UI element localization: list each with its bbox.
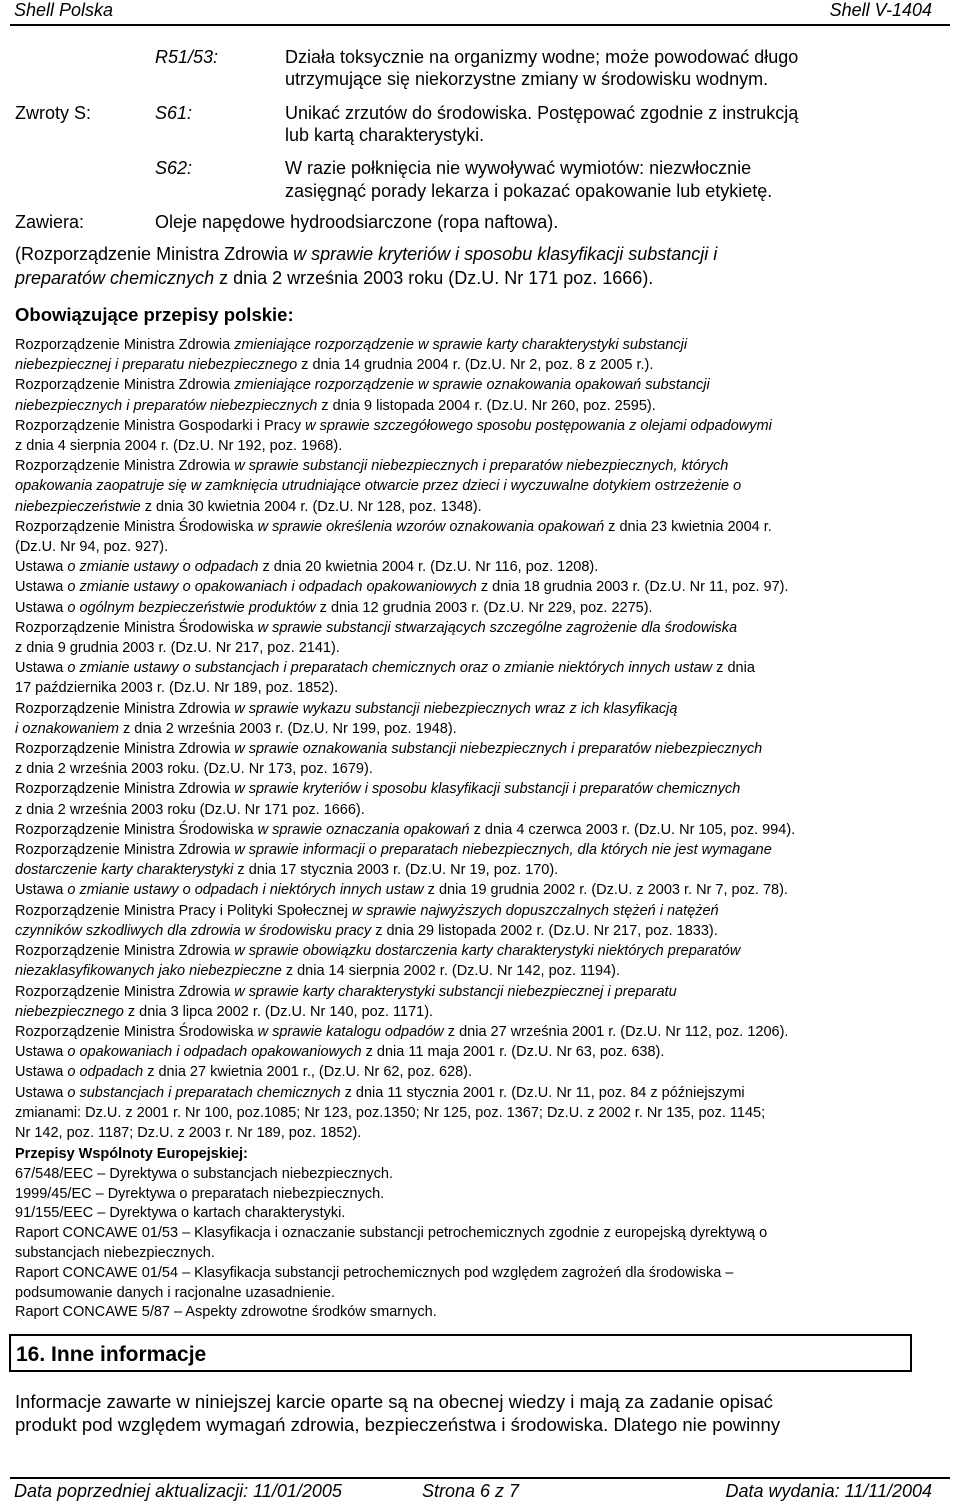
eu-regulation-line: Raport CONCAWE 5/87 – Aspekty zdrowotne środków smarnych. <box>15 1304 437 1321</box>
regulation-title: o zmianie ustawy o substancjach i preparatach chemicznych oraz o zmianie niektórych innych ustaw <box>67 660 713 677</box>
regulation-text: Rozporządzenie Ministra Zdrowia <box>15 458 235 475</box>
eu-regulation-line: Raport CONCAWE 01/53 – Klasyfikacja i oznaczanie substancji petrochemicznych zgodnie z europejską dyrektywą o <box>15 1225 768 1242</box>
footer-page-number: Strona 6 z 7 <box>422 1481 520 1501</box>
other-information-line: Informacje zawarte w niniejszej karcie oparte są na obecnej wiedzy i mają za zadanie opisać <box>15 1391 773 1412</box>
header-rule <box>10 24 950 26</box>
regulation-title: o opakowaniach i odpadach opakowaniowych <box>67 1044 362 1061</box>
regulation-text: 17 października 2003 r. (Dz.U. Nr 189, poz. 1852). <box>15 680 339 697</box>
regulation-line <box>15 1002 955 1022</box>
s61-text-line1: Unikać zrzutów do środowiska. Postępować zgodnie z instrukcją <box>285 103 799 123</box>
reg-title: w sprawie kryteriów i sposobu klasyfikacji substancji i <box>293 244 718 264</box>
regulation-line <box>15 497 955 517</box>
regulation-line <box>15 355 955 375</box>
polish-regulations-list <box>15 335 955 1143</box>
regulation-line <box>15 436 955 456</box>
regulation-text: z dnia 29 listopada 2002 r. (Dz.U. Nr 217, poz. 1833). <box>371 922 718 939</box>
regulation-title: niebezpiecznej i preparatu niebezpiecznego <box>15 357 298 374</box>
regulation-line <box>15 537 955 557</box>
eu-regulation-line: podsumowanie danych i racjonalne uzasadnienie. <box>15 1284 336 1301</box>
regulation-line <box>15 961 955 981</box>
regulation-text: Ustawa <box>15 599 68 616</box>
regulation-line <box>15 719 955 739</box>
section-16-title: 16. Inne informacje <box>16 1343 207 1366</box>
regulation-line <box>15 800 955 820</box>
r-phrase-text-line1: Działa toksycznie na organizmy wodne; może powodować długo <box>285 47 799 67</box>
regulation-text: z dnia 9 grudnia 2003 r. (Dz.U. Nr 217, poz. 2141). <box>15 640 340 657</box>
regulation-text: z dnia 23 kwietnia 2004 r. <box>604 518 772 535</box>
regulation-text: zmianami: Dz.U. z 2001 r. Nr 100, poz.1085; Nr 123, poz.1350; Nr 125, poz. 1367; Dz.U. z 2002 r. Nr 135, poz. 1145; <box>15 1104 766 1121</box>
regulation-line <box>15 759 955 779</box>
regulation-line <box>15 941 955 961</box>
regulation-text: z dnia 14 sierpnia 2002 r. (Dz.U. Nr 142, poz. 1194). <box>281 963 621 980</box>
r-phrase-code: R51/53: <box>155 47 219 67</box>
regulation-line <box>15 860 955 880</box>
regulation-line <box>15 375 955 395</box>
regulation-line <box>15 1083 955 1103</box>
regulation-line <box>15 658 955 678</box>
regulation-title: w sprawie szczegółowego sposobu postępowania z olejami odpadowymi <box>305 417 772 434</box>
regulation-text: z dnia 20 kwietnia 2004 r. (Dz.U. Nr 116, poz. 1208). <box>258 559 599 576</box>
eu-regulation-line: 1999/45/EC – Dyrektywa o preparatach niebezpiecznych. <box>15 1185 385 1202</box>
regulation-line <box>15 699 955 719</box>
regulation-title: w sprawie substancji niebezpiecznych i preparatów niebezpiecznych, których <box>234 458 729 475</box>
regulation-line <box>15 1022 955 1042</box>
regulation-text: z dnia <box>712 660 755 677</box>
regulation-text: Ustawa <box>15 882 68 899</box>
regulation-text: Rozporządzenie Ministra Gospodarki i Pracy <box>15 417 306 434</box>
regulation-title: w sprawie informacji o preparatach niebezpiecznych, dla których nie jest wymagane <box>234 842 772 859</box>
regulation-line <box>15 557 955 577</box>
r-phrase-text-line2: utrzymujące się niekorzystne zmiany w środowisku wodnym. <box>285 69 769 89</box>
eu-regulation-line: 67/548/EEC – Dyrektywa o substancjach niebezpiecznych. <box>15 1165 394 1182</box>
regulation-title: o zmianie ustawy o odpadach <box>67 559 259 576</box>
regulation-line <box>15 678 955 698</box>
eu-regulation-line: substancjach niebezpiecznych. <box>15 1244 215 1261</box>
regulation-line <box>15 901 955 921</box>
reg-text: z dnia 2 września 2003 roku (Dz.U. Nr 171 poz. 1666). <box>214 268 654 288</box>
regulation-text: z dnia 2 września 2003 roku. (Dz.U. Nr 173, poz. 1679). <box>15 761 373 778</box>
eu-regulation-line: 91/155/EEC – Dyrektywa o kartach charakterystyki. <box>15 1205 346 1222</box>
regulation-text: Nr 142, poz. 1187; Dz.U. z 2003 r. Nr 189, poz. 1852). <box>15 1124 362 1141</box>
regulation-title: o zmianie ustawy o odpadach i niektórych innych ustaw <box>67 882 424 899</box>
s-phrases-label: Zwroty S: <box>15 103 92 123</box>
regulation-text: z dnia 2 września 2003 roku (Dz.U. Nr 171 poz. 1666). <box>15 801 365 818</box>
regulation-text: z dnia 27 września 2001 r. (Dz.U. Nr 112, poz. 1206). <box>443 1023 789 1040</box>
regulation-text: Rozporządzenie Ministra Zdrowia <box>15 943 235 960</box>
regulation-text: Ustawa <box>15 559 68 576</box>
s61-text-line2: lub kartą charakterystyki. <box>285 125 485 145</box>
regulation-title: w sprawie katalogu odpadów <box>257 1023 444 1040</box>
regulation-text: Ustawa <box>15 1064 68 1081</box>
regulation-line <box>15 638 955 658</box>
other-information-line: produkt pod względem wymagań zdrowia, bezpieczeństwa i środowiska. Dlatego nie powinny <box>15 1413 781 1435</box>
regulation-text: z dnia 3 lipca 2002 r. (Dz.U. Nr 140, poz. 1171). <box>123 1003 434 1020</box>
regulation-line <box>15 1103 955 1123</box>
regulation-text: Rozporządzenie Ministra Zdrowia <box>15 700 235 717</box>
regulation-text: Ustawa <box>15 579 68 596</box>
s62-text-line2: zasięgnąć porady lekarza i pokazać opakowanie lub etykietę. <box>285 181 773 201</box>
regulation-title: w sprawie kryteriów i sposobu klasyfikacji substancji i preparatów chemicznych <box>234 781 741 798</box>
regulation-text: Rozporządzenie Ministra Środowiska <box>15 518 258 535</box>
regulation-line <box>15 1062 955 1082</box>
classification-reference-line1 <box>15 243 717 265</box>
regulation-line <box>15 779 955 799</box>
contains-label: Zawiera: <box>15 212 85 232</box>
contains-value: Oleje napędowe hydroodsiarczone (ropa naftowa). <box>155 212 559 232</box>
regulation-title: opakowania zaopatruje się w zamknięcia utrudniające otwarcie przez dzieci i wyczuwalne dotykiem ostrzeżenie o <box>15 478 742 495</box>
regulation-line <box>15 1042 955 1062</box>
regulation-title: niezaklasyfikowanych jako niebezpieczne <box>15 963 282 980</box>
regulation-text: z dnia 17 stycznia 2003 r. (Dz.U. Nr 19, poz. 170). <box>233 862 559 879</box>
s62-text-line1: W razie połknięcia nie wywoływać wymiotów: niezwłocznie <box>285 158 752 178</box>
reg-text: (Rozporządzenie Ministra Zdrowia <box>15 244 294 264</box>
regulation-line <box>15 335 955 355</box>
regulation-text: z dnia 2 września 2003 r. (Dz.U. Nr 199, poz. 1948). <box>118 720 457 737</box>
regulation-line <box>15 618 955 638</box>
regulation-text: Ustawa <box>15 1084 68 1101</box>
regulation-line <box>15 880 955 900</box>
regulation-title: w sprawie substancji stwarzających szczególne zagrożenie dla środowiska <box>257 619 738 636</box>
header-company: Shell Polska <box>14 0 114 20</box>
polish-regulations-heading: Obowiązujące przepisy polskie: <box>15 304 294 325</box>
regulation-title: dostarczenie karty charakterystyki <box>15 862 234 879</box>
regulation-line <box>15 921 955 941</box>
regulation-text: z dnia 12 grudnia 2003 r. (Dz.U. Nr 229, poz. 2275). <box>315 599 653 616</box>
regulation-text: Rozporządzenie Ministra Zdrowia <box>15 377 235 394</box>
regulation-text: Rozporządzenie Ministra Zdrowia <box>15 741 235 758</box>
classification-reference-line2 <box>15 267 653 289</box>
regulation-title: czynników szkodliwych dla zdrowia w środowisku pracy <box>15 922 372 939</box>
eu-regulations-heading: Przepisy Wspólnoty Europejskiej: <box>15 1146 248 1162</box>
regulation-text: z dnia 4 sierpnia 2004 r. (Dz.U. Nr 192, poz. 1968). <box>15 438 343 455</box>
regulation-line <box>15 476 955 496</box>
reg-title: preparatów chemicznych <box>15 268 215 288</box>
regulation-title: o ogólnym bezpieczeństwie produktów <box>67 599 316 616</box>
regulation-text: z dnia 27 kwietnia 2001 r., (Dz.U. Nr 62, poz. 628). <box>143 1064 473 1081</box>
footer-issue-date: Data wydania: 11/11/2004 <box>725 1481 932 1501</box>
other-information <box>15 1391 950 1436</box>
regulation-line <box>15 982 955 1002</box>
regulation-text: z dnia 11 maja 2001 r. (Dz.U. Nr 63, poz. 638). <box>361 1044 665 1061</box>
regulation-text: z dnia 18 grudnia 2003 r. (Dz.U. Nr 11, poz. 97). <box>476 579 789 596</box>
regulation-text: z dnia 14 grudnia 2004 r. (Dz.U. Nr 2, poz. 8 z 2005 r.). <box>297 357 654 374</box>
regulation-title: w sprawie najwyższych dopuszczalnych stężeń i natężeń <box>351 902 719 919</box>
regulation-title: w sprawie oznaczania opakowań <box>257 821 470 838</box>
regulation-title: niebezpiecznego <box>15 1003 124 1020</box>
regulation-line <box>15 1123 955 1143</box>
header-document-id: Shell V-1404 <box>829 0 932 20</box>
regulation-text: Rozporządzenie Ministra Zdrowia <box>15 781 235 798</box>
regulation-text: Ustawa <box>15 660 68 677</box>
regulation-line <box>15 598 955 618</box>
regulation-text: Rozporządzenie Ministra Pracy i Polityki Społecznej <box>15 902 352 919</box>
regulation-text: z dnia 30 kwietnia 2004 r. (Dz.U. Nr 128, poz. 1348). <box>140 498 482 515</box>
regulation-text: (Dz.U. Nr 94, poz. 927). <box>15 539 169 556</box>
regulation-title: o odpadach <box>67 1064 144 1081</box>
regulation-title: w sprawie oznakowania substancji niebezpiecznych i preparatów niebezpiecznych <box>234 741 763 758</box>
regulation-text: z dnia 19 grudnia 2002 r. (Dz.U. z 2003 r. Nr 7, poz. 78). <box>423 882 788 899</box>
s61-code: S61: <box>155 103 193 123</box>
eu-regulations <box>15 1145 955 1323</box>
regulation-title: niebezpieczeństwie <box>15 498 141 515</box>
regulation-title: zmieniające rozporządzenie w sprawie oznakowania opakowań substancji <box>234 377 710 394</box>
regulation-text: Rozporządzenie Ministra Środowiska <box>15 619 258 636</box>
regulation-text: Rozporządzenie Ministra Zdrowia <box>15 842 235 859</box>
regulation-line <box>15 456 955 476</box>
regulation-title: i oznakowaniem <box>15 720 119 737</box>
regulation-title: zmieniające rozporządzenie w sprawie karty charakterystyki substancji <box>234 337 688 353</box>
regulation-line <box>15 517 955 537</box>
regulation-line <box>15 820 955 840</box>
regulation-text: Rozporządzenie Ministra Środowiska <box>15 821 258 838</box>
regulation-title: niebezpiecznych i preparatów niebezpiecznych <box>15 397 318 414</box>
regulation-line <box>15 840 955 860</box>
regulation-text: z dnia 9 listopada 2004 r. (Dz.U. Nr 260, poz. 2595). <box>317 397 656 414</box>
regulation-title: w sprawie obowiązku dostarczenia karty charakterystyki niektórych preparatów <box>234 943 741 960</box>
regulation-title: w sprawie określenia wzorów oznakowania opakowań <box>257 518 605 535</box>
regulation-title: o zmianie ustawy o opakowaniach i odpadach opakowaniowych <box>67 579 477 596</box>
regulation-line <box>15 396 955 416</box>
eu-regulation-line: Raport CONCAWE 01/54 – Klasyfikacja substancji petrochemicznych pod względem zagrożeń dla środowiska – <box>15 1264 734 1281</box>
regulation-text: z dnia 11 stycznia 2001 r. (Dz.U. Nr 11, poz. 84 z późniejszymi <box>340 1084 745 1101</box>
regulation-line <box>15 739 955 759</box>
regulation-text: z dnia 4 czerwca 2003 r. (Dz.U. Nr 105, poz. 994). <box>469 821 796 838</box>
section-16-header <box>9 1334 912 1372</box>
footer-rule <box>10 1477 950 1479</box>
s62-code: S62: <box>155 158 193 178</box>
regulation-title: w sprawie karty charakterystyki substancji niebezpiecznej i preparatu <box>234 983 677 1000</box>
regulation-text: Rozporządzenie Ministra Zdrowia <box>15 337 235 353</box>
regulation-line <box>15 416 955 436</box>
regulation-text: Rozporządzenie Ministra Zdrowia <box>15 983 235 1000</box>
footer-previous-update: Data poprzedniej aktualizacji: 11/01/2005 <box>14 1481 342 1501</box>
regulation-line <box>15 577 955 597</box>
regulation-title: w sprawie wykazu substancji niebezpiecznych wraz z ich klasyfikacją <box>234 700 678 717</box>
regulation-text: Rozporządzenie Ministra Środowiska <box>15 1023 258 1040</box>
eu-regulations-list <box>15 1165 955 1323</box>
regulation-title: o substancjach i preparatach chemicznych <box>67 1084 341 1101</box>
regulation-text: Ustawa <box>15 1044 68 1061</box>
